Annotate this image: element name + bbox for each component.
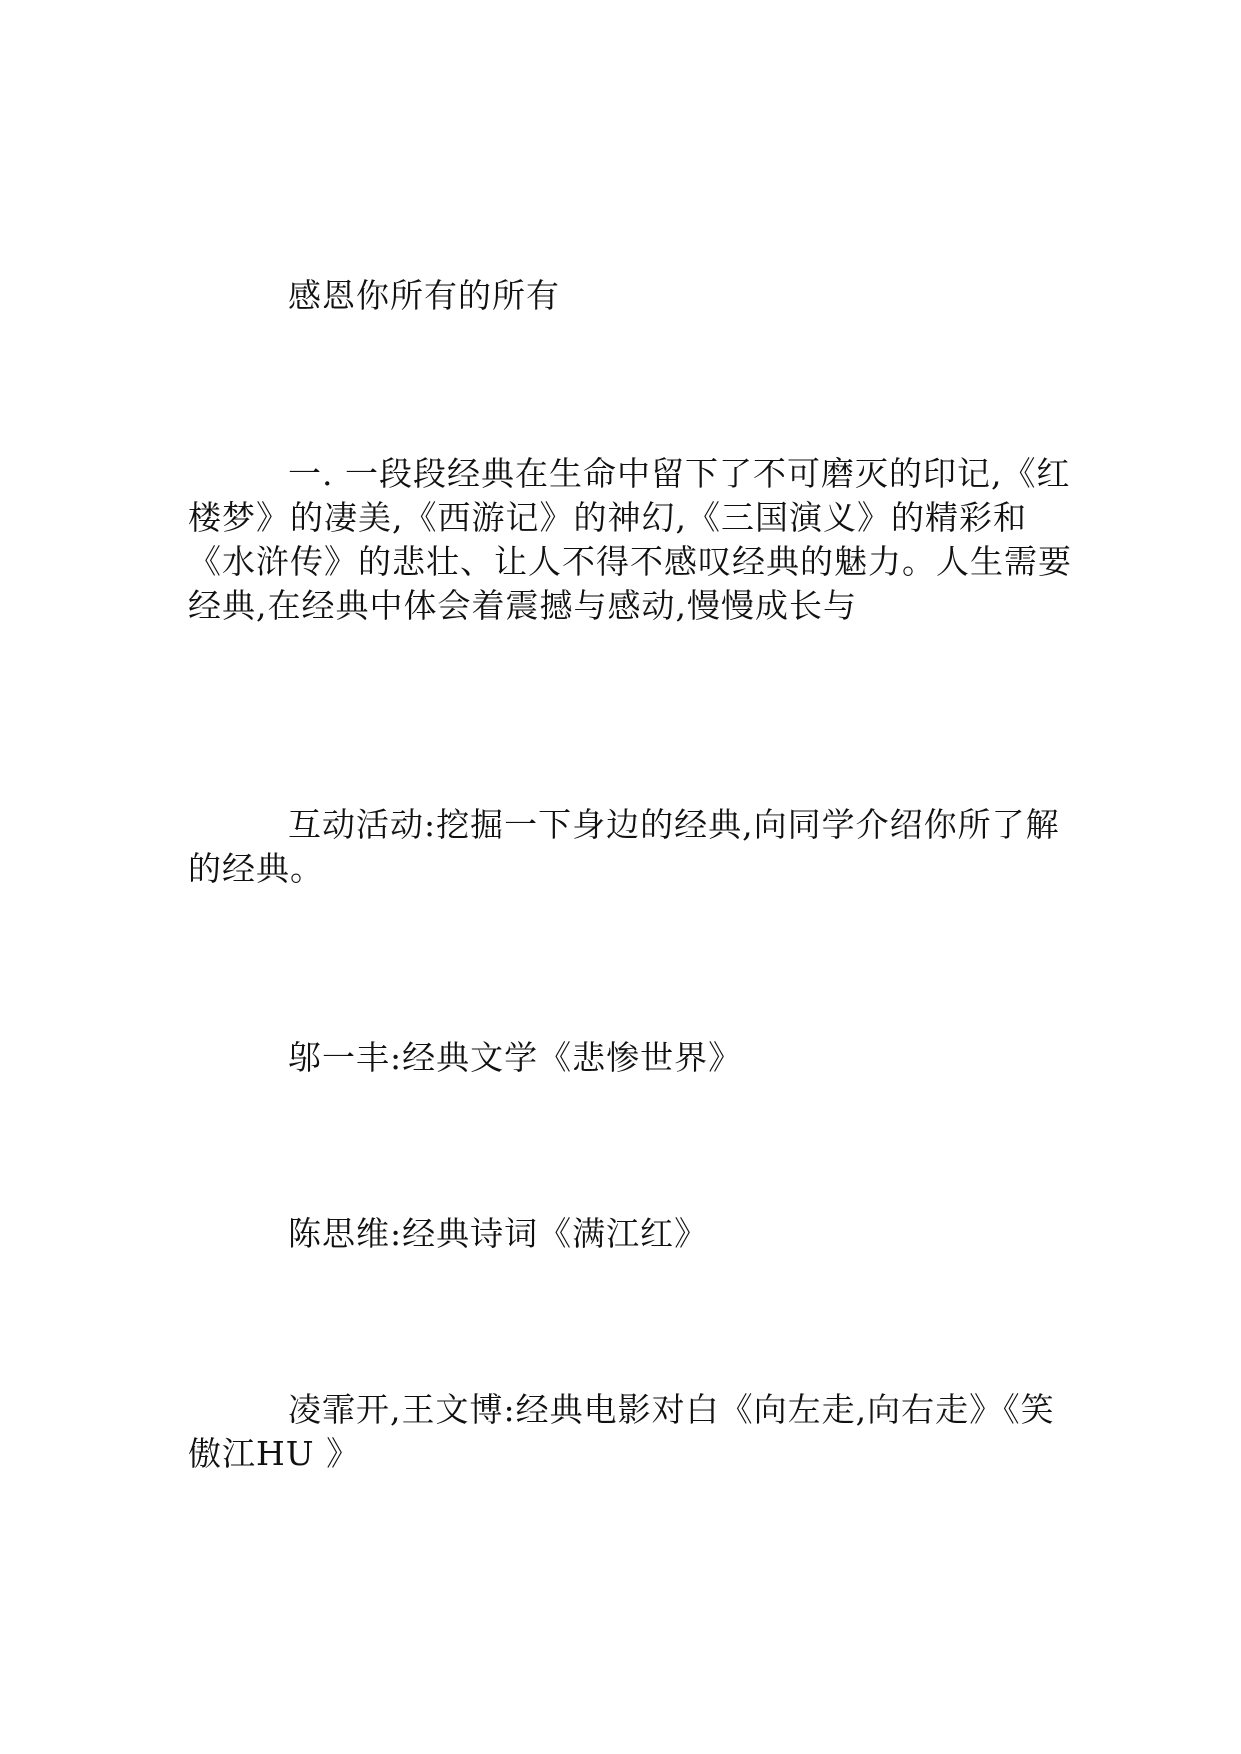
entry-paragraph: 邬一丰:经典文学《悲惨世界》	[288, 1038, 743, 1077]
entry-paragraph: 凌霏开,王文博:经典电影对白《向左走,向右走》《笑傲江HU 》	[188, 1390, 1055, 1473]
document-title: 感恩你所有的所有	[288, 276, 560, 315]
intro-paragraph: 一. 一段段经典在生命中留下了不可磨灭的印记,《红楼梦》的凄美,《西游记》的神幻,《三国演义》的精彩和《水浒传》的悲壮、让人不得不感叹经典的魅力。人生需要经典,在经典中体会着震撼与感动,慢慢成长与	[188, 454, 1072, 625]
entry-paragraph: 陈思维:经典诗词《满江红》	[288, 1214, 709, 1253]
activity-paragraph: 互动活动:挖掘一下身边的经典,向同学介绍你所了解的经典。	[188, 805, 1060, 888]
